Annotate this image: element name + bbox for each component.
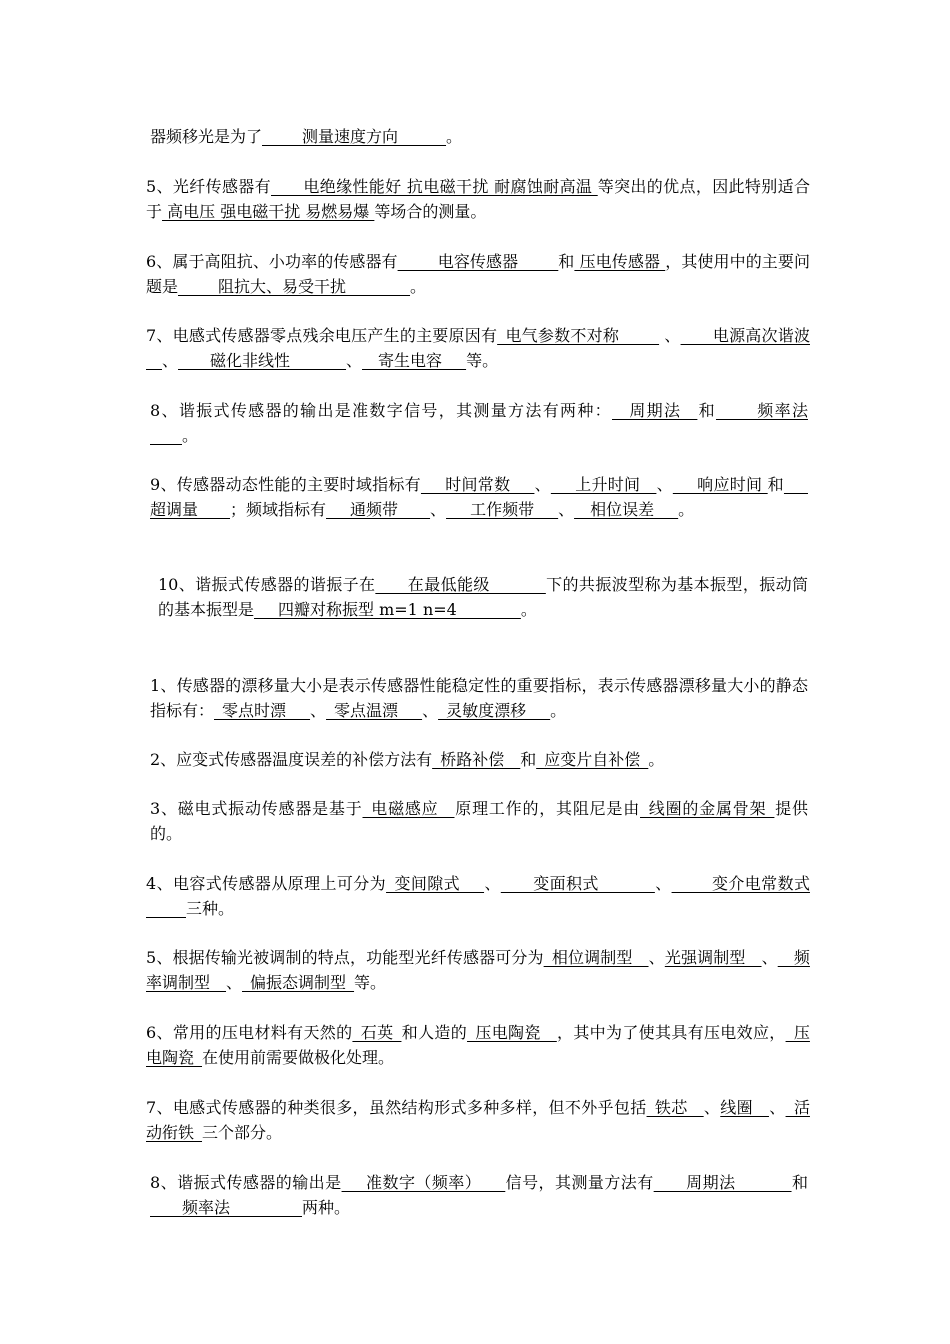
answer-blank: _偏振态调制型_: [242, 973, 355, 992]
answer-blank: 高电压 强电磁干扰 易燃易爆: [162, 202, 375, 221]
question-text: 8、谐振式传感器的输出是准数字信号，其测量方法有两种：: [150, 401, 613, 420]
paragraph-resonator-fundamental-mode: [158, 572, 808, 622]
question-text: 、: [558, 500, 575, 519]
question-text: ，其中为了使其具有压电效应，: [556, 1023, 786, 1042]
answer-blank: 压电传感器: [574, 252, 666, 271]
question-text: 5、光纤传感器有: [146, 177, 272, 196]
question-text: 7、电感式传感器的种类很多，虽然结构形式多种多样，但不外乎包括: [146, 1098, 647, 1117]
question-text: 1、传感器的漂移量大小是表示传感器性能稳定性的重要指标，表示传感器漂移量大小的静态指标有：: [150, 676, 808, 720]
answer-blank: _石英_: [352, 1023, 402, 1042]
answer-blank: ____频率法_________: [150, 1198, 303, 1217]
answer-blank: _桥路补偿__: [432, 750, 521, 769]
question-text: 三种。: [186, 899, 235, 918]
question-text: 、: [162, 351, 179, 370]
question-text: 、: [422, 701, 439, 720]
answer-blank: _变间隙式___: [386, 874, 485, 893]
question-text: 原理工作的，其阻尼是由: [454, 799, 641, 818]
question-text: 和: [767, 475, 784, 494]
question-text: 。: [550, 701, 567, 720]
answer-blank: _____频率法____: [150, 401, 808, 445]
answer-blank: ___四瓣对称振型 m=1 n=4________: [254, 600, 521, 619]
answer-blank: ___超调量____: [150, 475, 808, 519]
question-text: 三个部分。: [202, 1123, 283, 1142]
question-text: 8、谐振式传感器的输出是: [150, 1173, 342, 1192]
question-text: 。: [446, 127, 463, 146]
paragraph-fiber-sensor-advantages: [146, 174, 810, 224]
paragraph-functional-fiber-sensor-types: [146, 945, 810, 995]
paragraph-inductive-residual-voltage: [146, 323, 810, 373]
question-text: 和: [791, 1173, 808, 1192]
answer-blank: __周期法__: [612, 401, 698, 420]
question-text: 、: [656, 475, 673, 494]
question-text: 6、常用的压电材料有天然的: [146, 1023, 353, 1042]
answer-blank: _零点温漂___: [326, 701, 423, 720]
answer-blank: __寄生电容___: [362, 351, 467, 370]
answer-blank: __相位误差___: [574, 500, 679, 519]
answer-blank: _电气参数不对称_____: [497, 326, 660, 345]
answer-blank: _相位调制型__: [543, 948, 649, 967]
answer-blank: ___响应时间: [672, 475, 768, 494]
question-text: 在使用前需要做极化处理。: [202, 1048, 395, 1067]
question-text: 6、属于高阻抗、小功率的传感器有: [146, 252, 398, 271]
question-text: 2、应变式传感器温度误差的补偿方法有: [150, 750, 433, 769]
answer-blank: ____周期法_______: [653, 1173, 792, 1192]
question-text: 、: [430, 500, 447, 519]
question-text: 、: [768, 1098, 786, 1117]
question-text: 器频移光是为了: [150, 127, 263, 146]
question-text: 和人造的: [401, 1023, 468, 1042]
answer-blank: _压电陶瓷_: [146, 1023, 810, 1067]
question-text: 提供的。: [150, 799, 808, 843]
question-text: 、: [654, 874, 672, 893]
answer-blank: _应变片自补偿_: [536, 750, 649, 769]
answer-blank: _零点时漂___: [214, 701, 311, 720]
question-text: 4、电容式传感器从原理上可分为: [146, 874, 387, 893]
question-text: 信号，其测量方法有: [505, 1173, 654, 1192]
question-text: 10、谐振式传感器的谐振子在: [158, 575, 376, 594]
answer-blank: _____电容传感器_____: [397, 252, 559, 271]
question-text: 5、根据传输光被调制的特点，功能型光纤传感器可分为: [146, 948, 544, 967]
answer-blank: ____电源高次谐波 __: [146, 326, 810, 370]
answer-blank: _____阻抗大、易受干扰________: [178, 277, 411, 296]
answer-blank: 线圈__: [720, 1098, 769, 1117]
answer-blank: ___准数字（频率）___: [341, 1173, 506, 1192]
answer-blank: ____在最低能级_______: [375, 575, 546, 594]
question-text: ，其使用中的主要问题是: [146, 252, 810, 296]
paragraph-resonant-sensor-output: [150, 1170, 808, 1220]
question-text: 9、传感器动态性能的主要时域指标有: [150, 475, 421, 494]
answer-blank: ___工作频带___: [446, 500, 559, 519]
answer-blank: _____变介电常数式_____: [146, 874, 810, 918]
question-text: 。: [520, 600, 537, 619]
question-text: 等突出的优点，因此特别适合于: [146, 177, 810, 221]
question-text: ；频域指标有: [230, 500, 327, 519]
paragraph-high-impedance-sensors: [146, 249, 810, 299]
question-text: 、: [659, 326, 681, 345]
answer-blank: ____磁化非线性_______: [178, 351, 347, 370]
answer-blank: _灵敏度漂移___: [438, 701, 551, 720]
paragraph-inductive-sensor-components: [146, 1095, 810, 1145]
answer-blank: __频率调制型__: [146, 948, 810, 992]
question-text: 和: [520, 750, 537, 769]
answer-blank: _铁芯__: [646, 1098, 704, 1117]
question-text: 3、磁电式振动传感器是基于: [150, 799, 363, 818]
answer-blank: ___通频带____: [326, 500, 431, 519]
answer-blank: 光强调制型__: [664, 948, 762, 967]
question-text: 、: [648, 948, 665, 967]
question-text: 和: [697, 401, 716, 420]
question-text: 下的共振波型称为基本振型，振动筒的基本振型是: [158, 575, 808, 619]
question-text: 、: [534, 475, 551, 494]
question-text: 等。: [354, 973, 387, 992]
answer-blank: _活动衔铁_: [146, 1098, 810, 1142]
paragraph-laser-doppler-tail: [150, 124, 808, 149]
paragraph-dynamic-performance-indices: [150, 472, 808, 522]
paragraph-resonant-measurement-methods: [150, 398, 808, 448]
question-text: 、: [761, 948, 778, 967]
question-text: 。: [678, 500, 695, 519]
question-text: 、: [226, 973, 243, 992]
question-text: 、: [346, 351, 363, 370]
question-text: 、: [484, 874, 501, 893]
question-text: 7、电感式传感器零点残余电压产生的主要原因有: [146, 326, 498, 345]
answer-blank: _____测量速度方向______: [262, 127, 447, 146]
question-text: 和: [558, 252, 575, 271]
paragraph-piezoelectric-materials: [146, 1020, 810, 1070]
paragraph-strain-temperature-compensation: [150, 747, 808, 772]
paragraph-capacitive-sensor-types: [146, 871, 810, 921]
question-text: 。: [410, 277, 427, 296]
question-text: 两种。: [302, 1198, 351, 1217]
answer-blank: ____电绝缘性能好 抗电磁干扰 耐腐蚀耐高温: [271, 177, 598, 196]
answer-blank: ___时间常数___: [420, 475, 535, 494]
question-text: 。: [182, 426, 199, 445]
question-text: 、: [310, 701, 327, 720]
question-text: 等场合的测量。: [374, 202, 487, 221]
question-text: 、: [703, 1098, 721, 1117]
answer-blank: _压电陶瓷__: [467, 1023, 557, 1042]
answer-blank: ___上升时间__: [550, 475, 657, 494]
answer-blank: ____变面积式_______: [500, 874, 655, 893]
answer-blank: _线圈的金属骨架_: [640, 799, 775, 818]
answer-blank: _电磁感应__: [362, 799, 455, 818]
question-text: 等。: [466, 351, 499, 370]
question-text: 。: [648, 750, 665, 769]
paragraph-magnetoelectric-vibration-sensor: [150, 796, 808, 846]
paragraph-drift-indices: [150, 673, 808, 723]
